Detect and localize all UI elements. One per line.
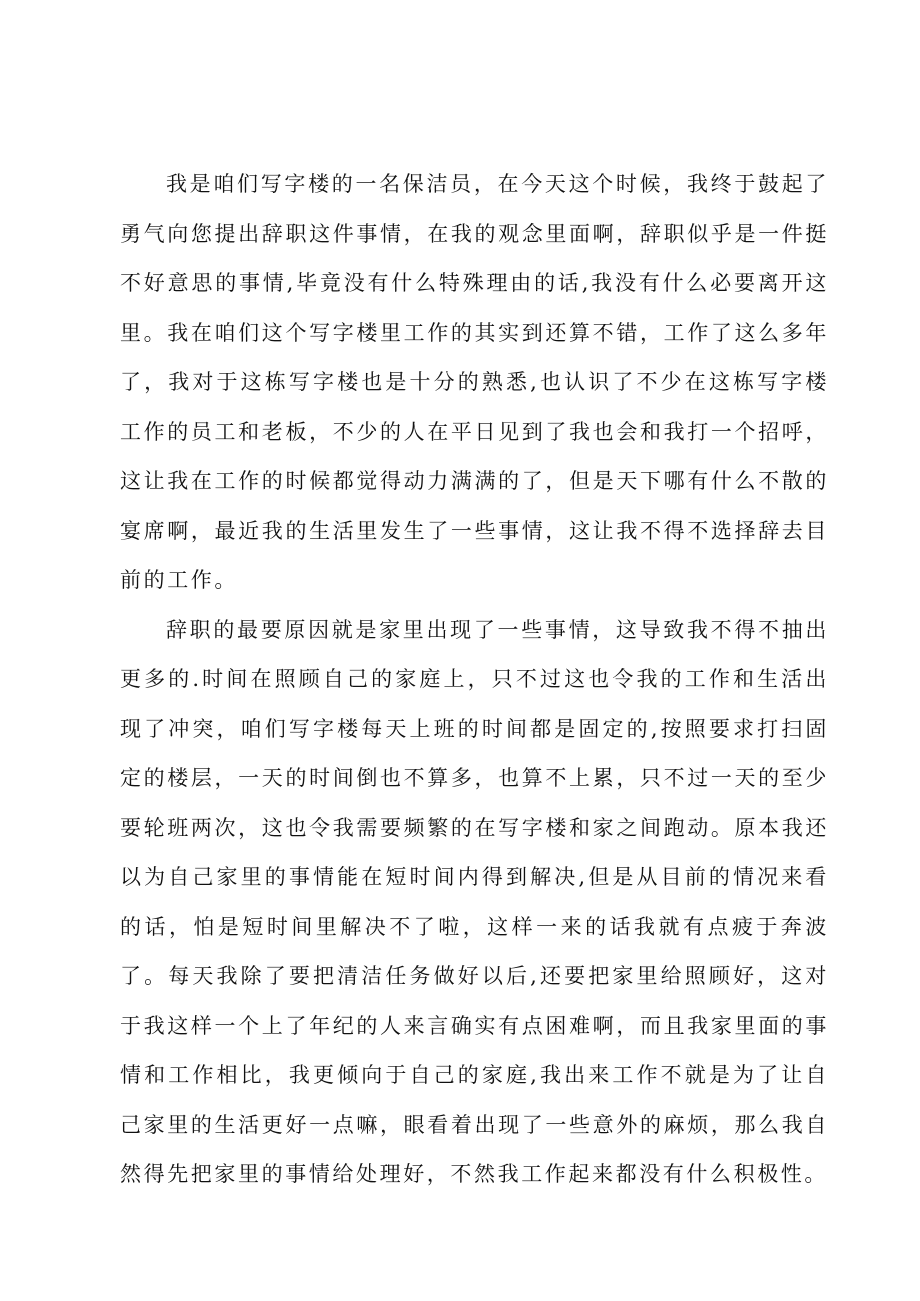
paragraph-2: 辞职的最要原因就是家里出现了一些事情，这导致我不得不抽出更多的.时间在照顾自己的家庭上，只不过这也令我的工作和生活出现了冲突，咱们写字楼每天上班的时间都是固定的,按照要求打扫固定的楼层，一天的时间倒也不算多，也算不上累，只不过一天的至少要轮班两次，这也令我需要频繁的在写字楼和家之间跑动。原本我还以为自己家里的事情能在短时间内得到解决,但是从目前的情况来看的话，怕是短时间里解决不了啦，这样一来的话我就有点疲于奔波了。每天我除了要把清洁任务做好以后,还要把家里给照顾好，这对于我这样一个上了年纪的人来言确实有点困难啊，而且我家里面的事情和工作相比，我更倾向于自己的家庭,我出来工作不就是为了让自己家里的生活更好一点嘛，眼看着出现了一些意外的麻烦，那么我自然得先把家里的事情给处理好，不然我工作起来都没有什么积极性。 xyxy=(120,617,829,1186)
document-body xyxy=(120,160,829,1200)
paragraph-1: 我是咱们写字楼的一名保洁员，在今天这个时候，我终于鼓起了勇气向您提出辞职这件事情，在我的观念里面啊，辞职似乎是一件挺不好意思的事情,毕竟没有什么特殊理由的话,我没有什么必要离开这里。我在咱们这个写字楼里工作的其实到还算不错，工作了这么多年了，我对于这栋写字楼也是十分的熟悉,也认识了不少在这栋写字楼工作的员工和老板，不少的人在平日见到了我也会和我打一个招呼，这让我在工作的时候都觉得动力满满的了，但是天下哪有什么不散的宴席啊，最近我的生活里发生了一些事情，这让我不得不选择辞去目前的工作。 xyxy=(120,172,829,592)
